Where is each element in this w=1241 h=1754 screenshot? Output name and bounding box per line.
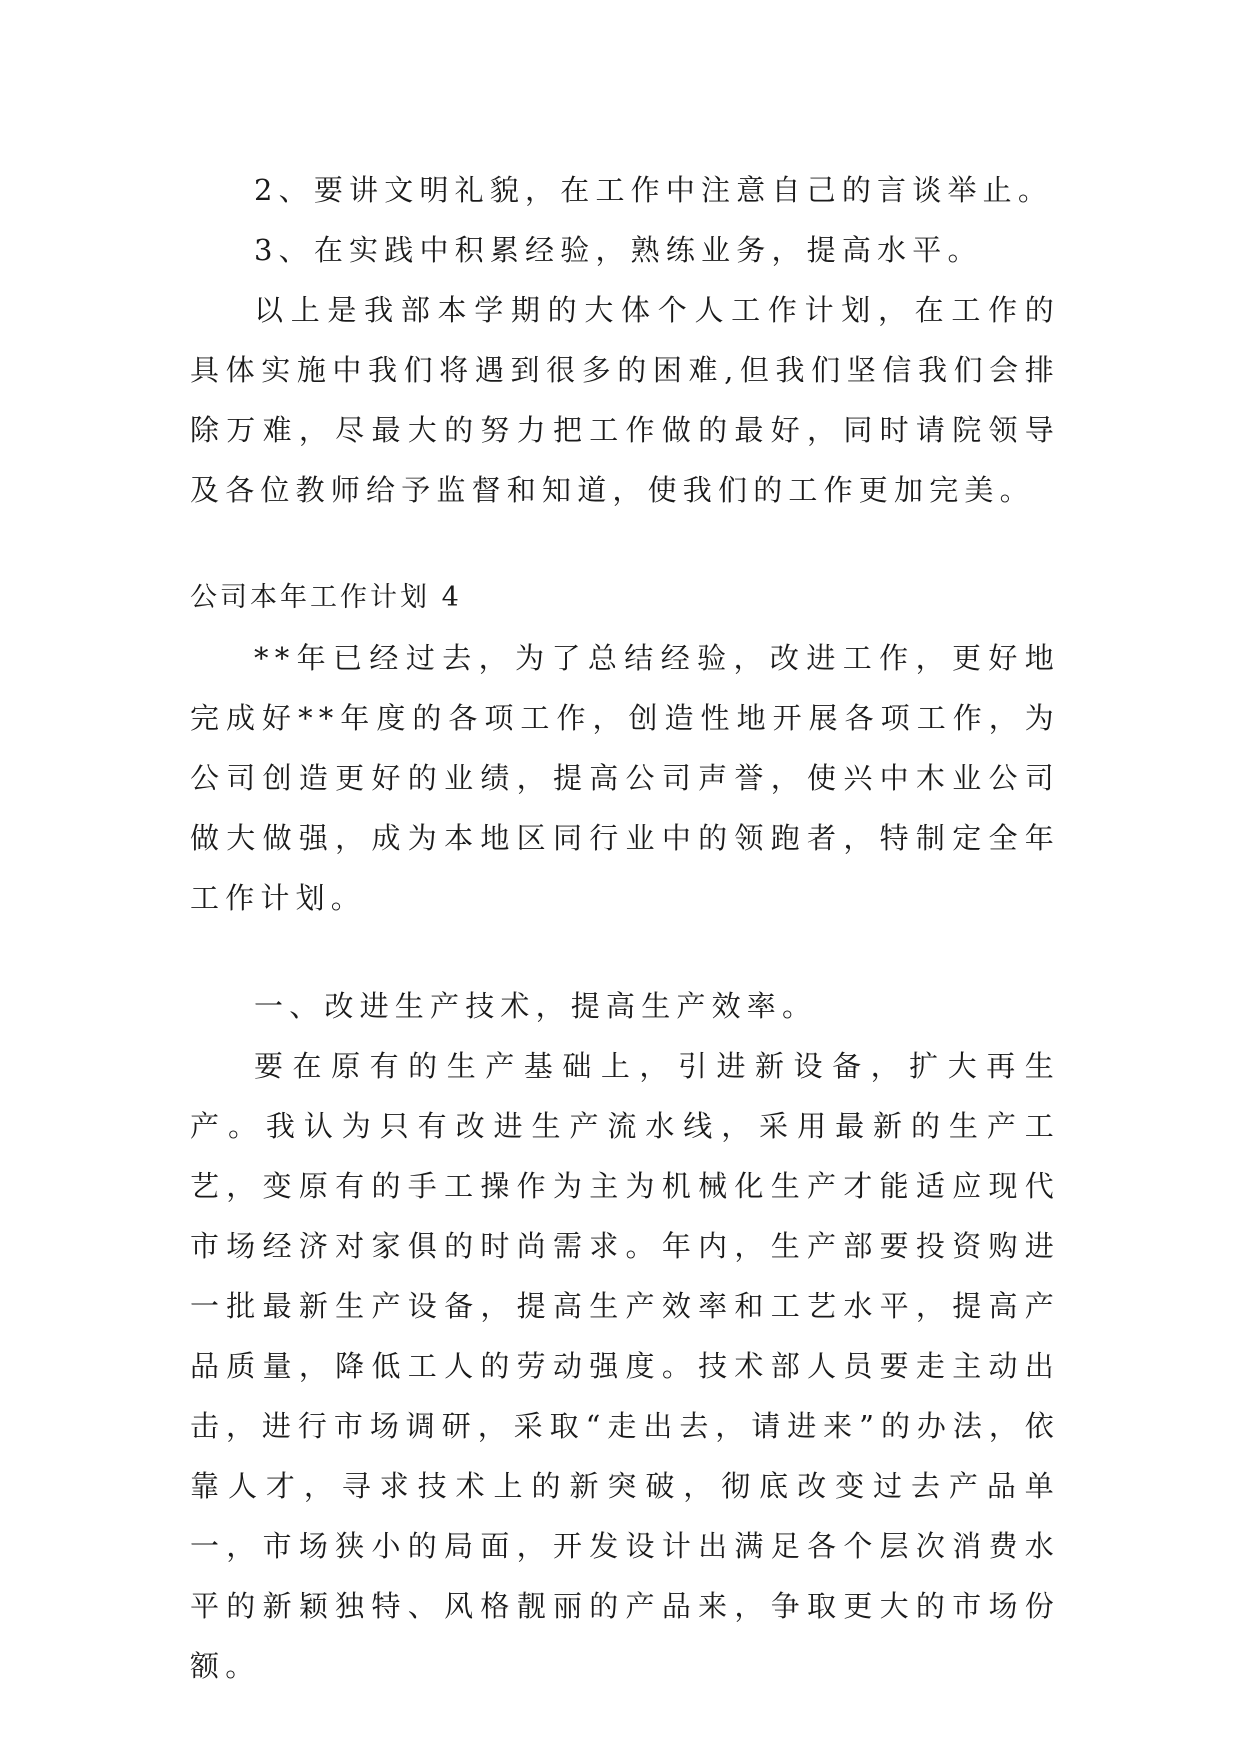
spacer [190,520,1060,568]
section-heading-1: 一、改进生产技术，提高生产效率。 [254,989,818,1023]
paragraph-item-3: 3、在实践中积累经验，熟练业务，提高水平。 [254,233,983,267]
paragraph-production: 要在原有的生产基础上，引进新设备，扩大再生产。我认为只有改进生产流水线，采用最新的生产工艺，变原有的手工操作为主为机械化生产才能适应现代市场经济对家俱的时尚需求。年内，生产部要投资购进一批最新生产设备，提高生产效率和工艺水平，提高产品质量，降低工人的劳动强度。技术部人员要走主动出击，进行市场调研，采取“走出去，请进来”的办法，依靠人才，寻求技术上的新突破，彻底改变过去产品单一，市场狭小的局面，开发设计出满足各个层次消费水平的新颖独特、风格靓丽的产品来，争取更大的市场份额。 [190,1049,1060,1683]
document-body [190,160,1060,1696]
paragraph-item-2: 2、要讲文明礼貌，在工作中注意自己的言谈举止。 [254,173,1054,207]
paragraph-intro: **年已经过去，为了总结经验，改进工作，更好地完成好**年度的各项工作，创造性地开展各项工作，为公司创造更好的业绩，提高公司声誉，使兴中木业公司做大做强，成为本地区同行业中的领跑者，特制定全年工作计划。 [190,641,1060,915]
spacer [190,928,1060,976]
section-title: 公司本年工作计划 4 [190,582,462,613]
paragraph-summary: 以上是我部本学期的大体个人工作计划，在工作的具体实施中我们将遇到很多的困难,但我们坚信我们会排除万难，尽最大的努力把工作做的最好，同时请院领导及各位教师给予监督和知道，使我们的工作更加完美。 [190,293,1060,507]
